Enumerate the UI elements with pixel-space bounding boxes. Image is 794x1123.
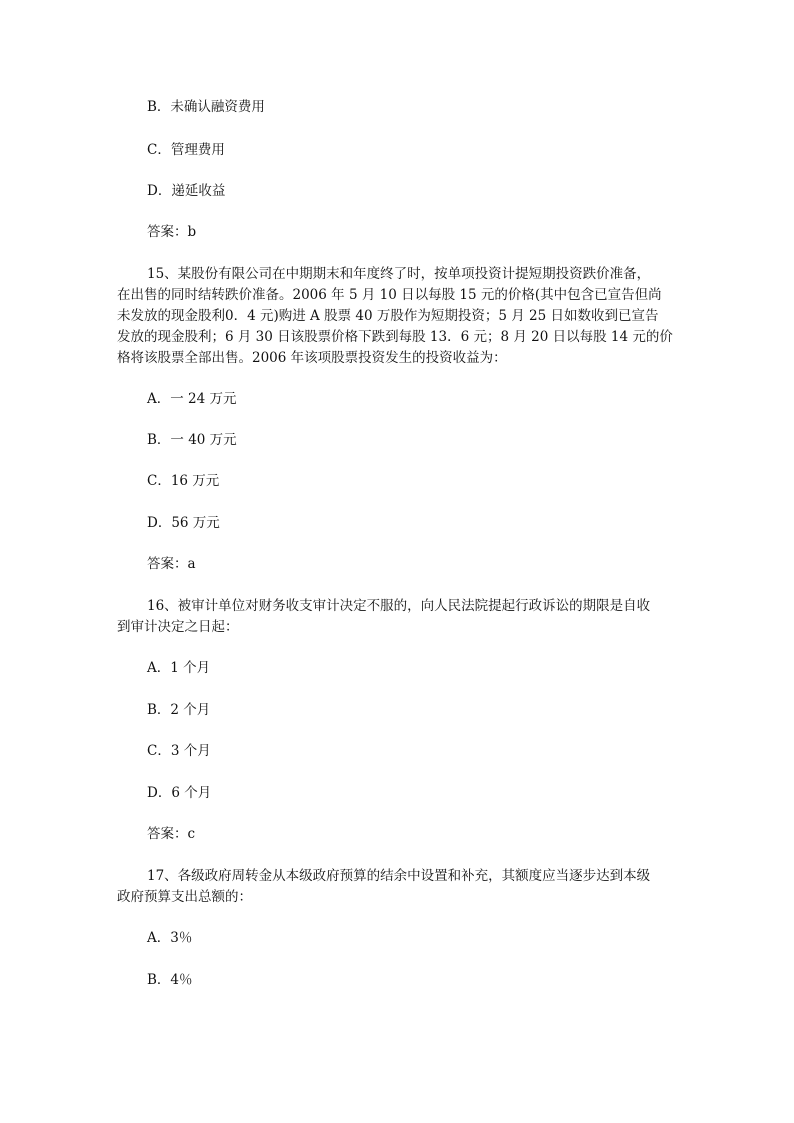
- q14-answer: 答案：b: [147, 224, 197, 240]
- q15-line: 格将该股票全部出售。2006 年该项股票投资发生的投资收益为：: [117, 350, 507, 366]
- q14-option-c: C．管理费用: [147, 142, 225, 158]
- q15-line: 15、某股份有限公司在中期期末和年度终了时，按单项投资计提短期投资跌价准备，: [147, 266, 651, 282]
- q17-line: 政府预算支出总额的：: [117, 889, 252, 905]
- q16-option-b: B．2 个月: [147, 702, 211, 718]
- q16-option-d: D．6 个月: [147, 785, 212, 801]
- q15-option-a: A．一 24 万元: [147, 391, 237, 407]
- q15-line: 未发放的现金股利0．4 元)购进 A 股票 40 万股作为短期投资；5 月 25 日如数收到已宣告: [117, 308, 659, 324]
- q17-option-b: B．4％: [147, 972, 193, 988]
- q15-option-b: B．一 40 万元: [147, 432, 237, 448]
- q16-option-c: C．3 个月: [147, 743, 211, 759]
- q14-option-b: B．未确认融资费用: [147, 99, 265, 115]
- q15-line: 发放的现金股利；6 月 30 日该股票价格下跌到每股 13．6 元；8 月 20 日以每股 14 元的价: [117, 329, 673, 345]
- q16-line: 16、被审计单位对财务收支审计决定不服的，向人民法院提起行政诉讼的期限是自收: [147, 598, 651, 614]
- q15-line: 在出售的同时结转跌价准备。2006 年 5 月 10 日以每股 15 元的价格(其中包含已宣告但尚: [117, 287, 662, 303]
- q17-line: 17、各级政府周转金从本级政府预算的结余中设置和补充，其额度应当逐步达到本级: [147, 868, 651, 884]
- q16-option-a: A．1 个月: [147, 660, 211, 676]
- q16-answer: 答案：c: [147, 826, 196, 842]
- q15-option-c: C．16 万元: [147, 473, 220, 489]
- q15-option-d: D．56 万元: [147, 515, 220, 531]
- q15-answer: 答案：a: [147, 556, 196, 572]
- q17-option-a: A．3％: [147, 930, 193, 946]
- q16-line: 到审计决定之日起：: [117, 619, 239, 635]
- q14-option-d: D．递延收益: [147, 183, 226, 199]
